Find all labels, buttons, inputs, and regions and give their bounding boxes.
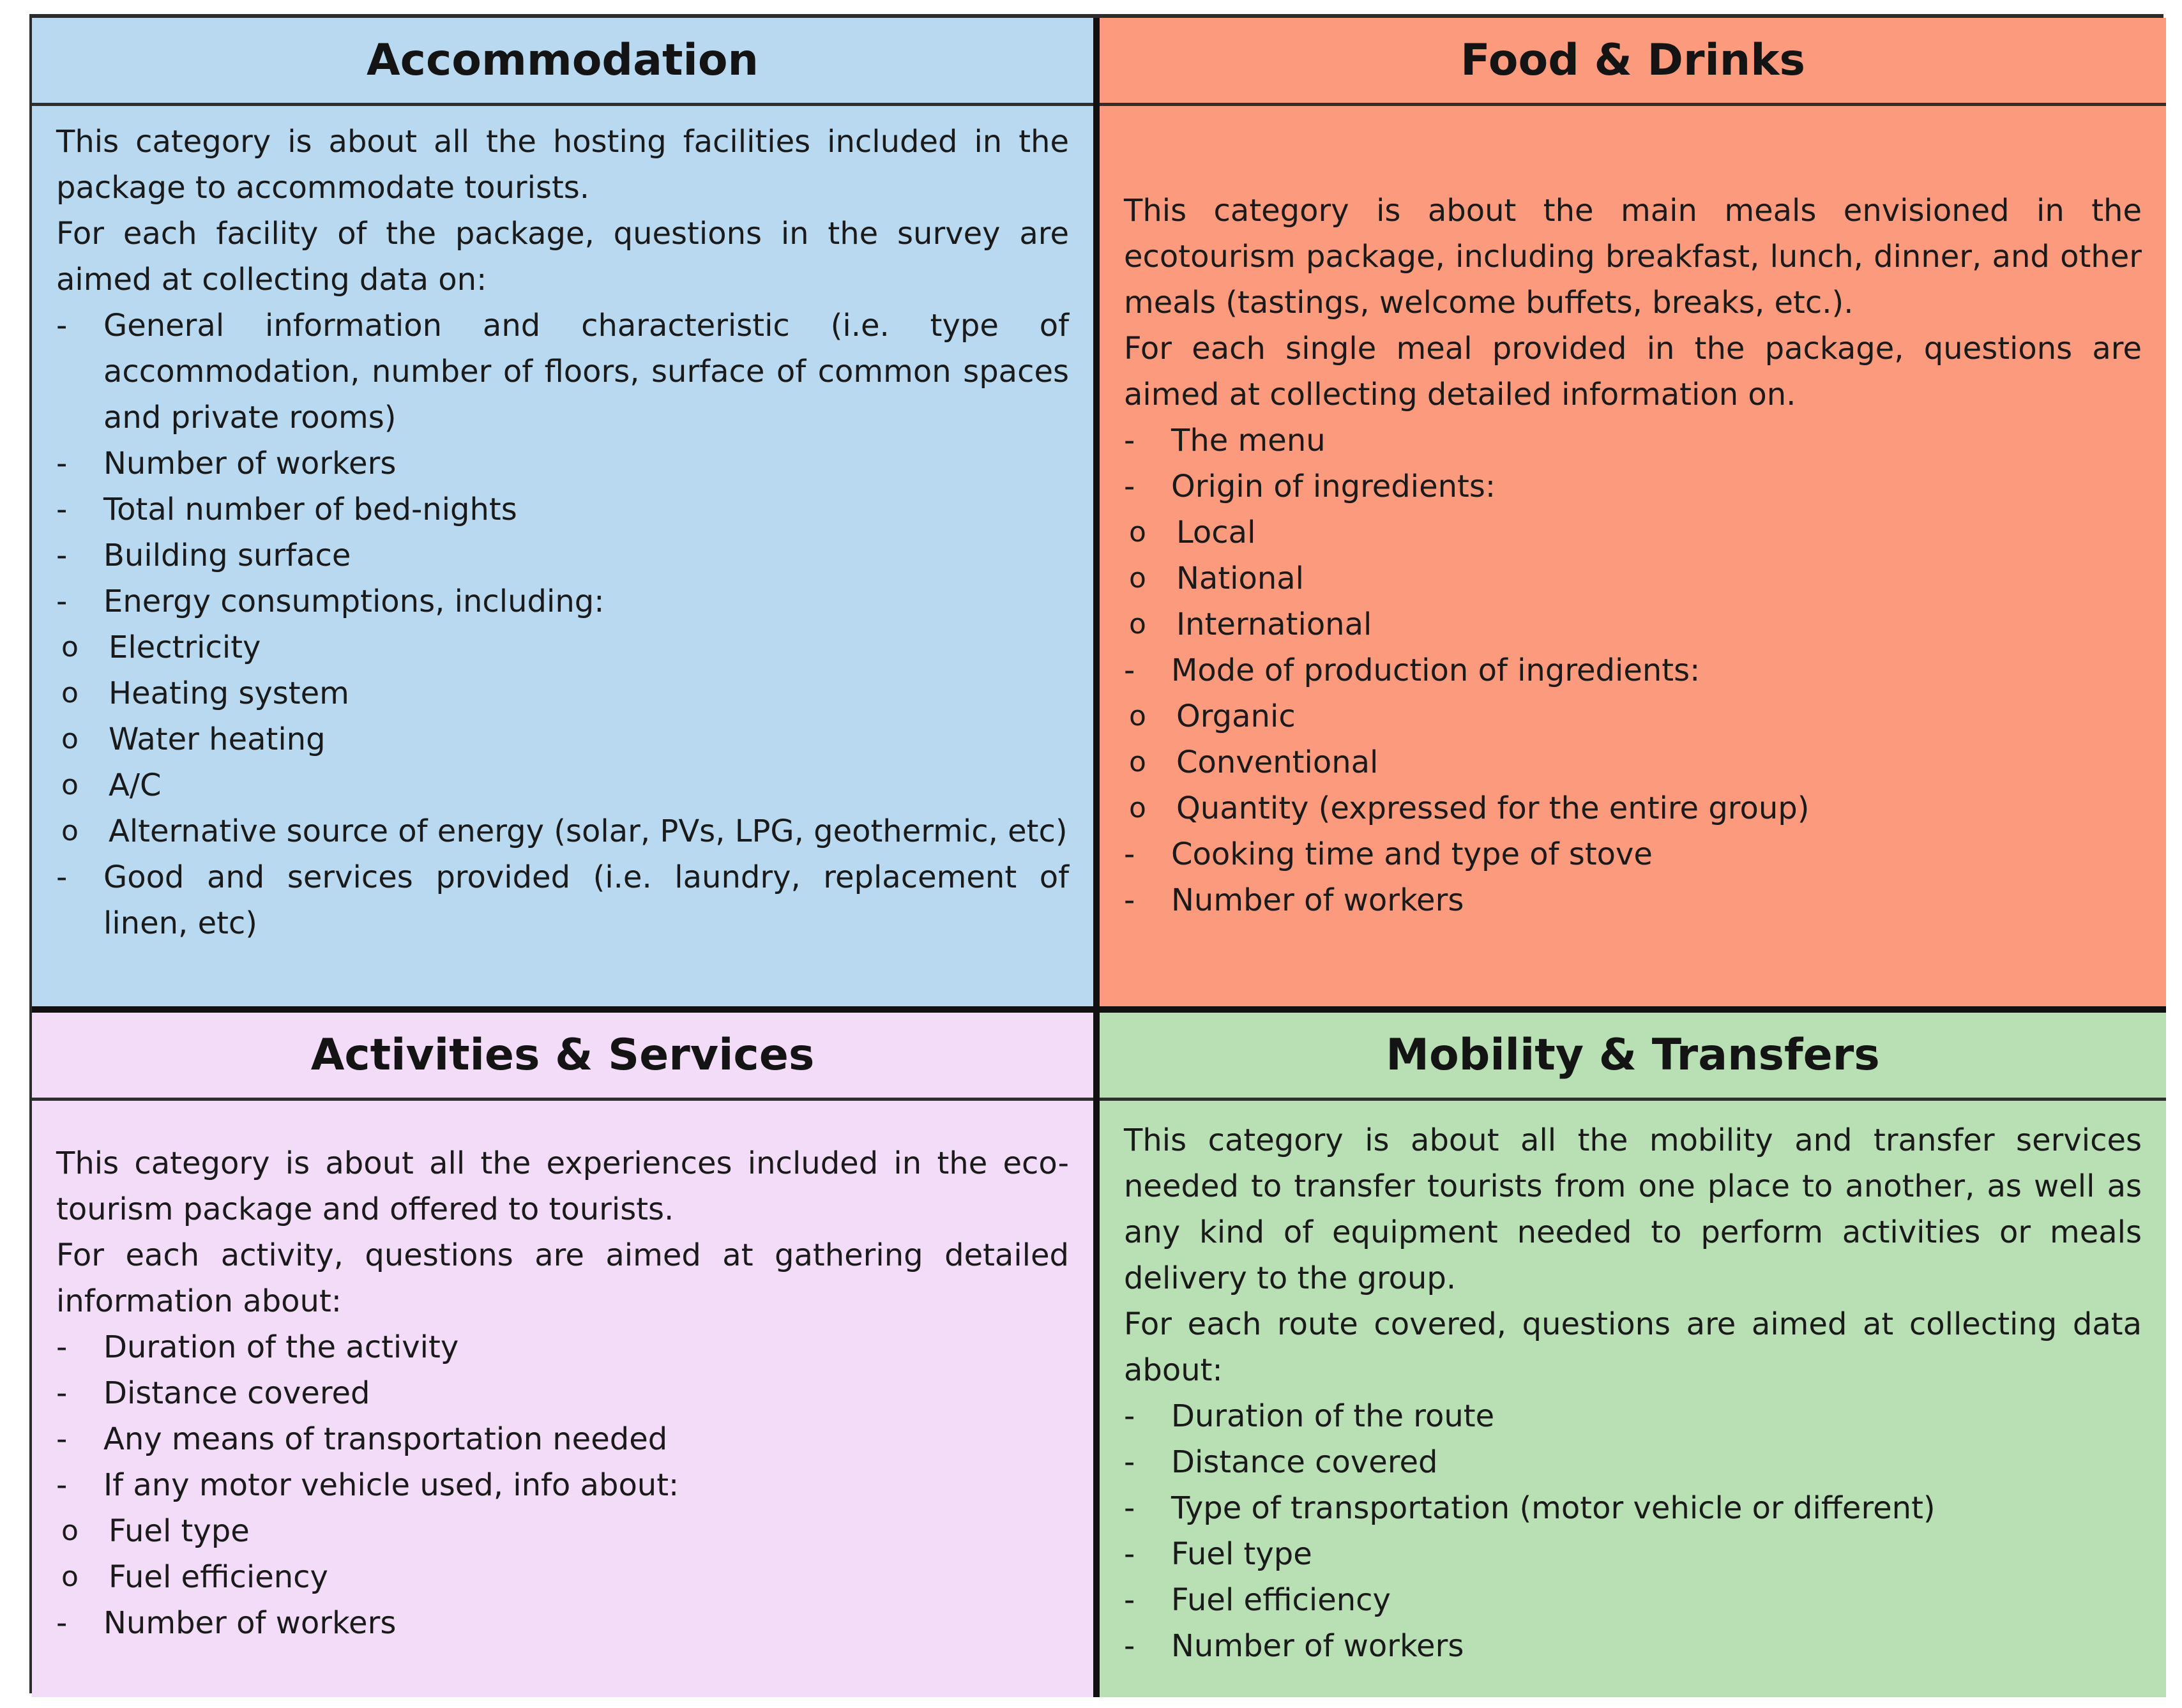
accommodation-body [32,106,1093,1006]
mobility-body [1100,1101,2166,1697]
list-item: - Duration of the route [1124,1398,1495,1434]
list-item: - Number of workers [56,1605,397,1641]
list-item: - The menu [1124,423,1326,458]
mode-sublist [1124,693,2142,831]
list-item: - Origin of ingredients: o Local o National o International [1124,464,2142,647]
food-title: Food & Drinks [1100,18,2166,106]
list-item: - Fuel efficiency [1124,1582,1391,1618]
mobility-lead: For each route covered, questions are aimed at collecting data about: [1124,1306,2142,1388]
list-item: - General information and characteristic (i.e. type of accommodation, number of floors, surface of common spaces and private rooms) [56,308,1069,435]
list-item: - Building surface [56,538,351,573]
list-item: - Number of workers [56,446,397,481]
accommodation-lead: For each facility of the package, questions in the survey are aimed at collecting data on: [56,216,1069,298]
list-item: - Number of workers [1124,1628,1464,1664]
activities-title: Activities & Services [32,1013,1093,1101]
activities-body [32,1101,1093,1697]
list-item: - Cooking time and type of stove [1124,836,1653,872]
sublist-item: o Fuel efficiency [61,1559,328,1595]
list-item: - Distance covered [56,1375,370,1411]
list-item: - Mode of production of ingredients: o Organic o Conventional o Quantity (expressed for the entire group) [1124,647,2142,831]
sublist-item: o National [1129,561,1305,596]
sublist-item: o Fuel type [61,1513,250,1549]
sublist-item: o Local [1129,515,1256,550]
vehicle-sublist [56,1508,1069,1600]
sublist-item: o Organic [1129,699,1296,734]
list-item: - Number of workers [1124,882,1464,918]
activities-intro: This category is about all the experiences included in the eco-tourism package and offered to tourists. [56,1145,1069,1227]
category-table [29,14,2163,1693]
sublist-item: o Heating system [61,676,349,711]
sublist-item: o Conventional [1129,744,1379,780]
list-item: - Type of transportation (motor vehicle or different) [1124,1490,1936,1526]
food-lead: For each single meal provided in the package, questions are aimed at collecting detailed information on. [1124,331,2142,412]
food-panel [1100,18,2166,1013]
accommodation-panel [32,18,1100,1013]
sublist-item: o Quantity (expressed for the entire group) [1129,790,1810,826]
sublist-item: o International [1129,607,1372,642]
sublist-item: o Electricity [61,630,261,665]
list-item: - Good and services provided (i.e. laundry, replacement of linen, etc) [56,859,1069,941]
list-item: - Total number of bed-nights [56,492,517,527]
food-list [1124,418,2142,923]
mobility-list [1124,1393,2142,1669]
list-item: - Fuel type [1124,1536,1312,1572]
activities-lead: For each activity, questions are aimed at gathering detailed information about: [56,1237,1069,1319]
sublist-item: o Alternative source of energy (solar, PVs, LPG, geothermic, etc) [61,813,1068,849]
mobility-intro: This category is about all the mobility and transfer services needed to transfer tourists from one place to another, as well as any kind of equipment needed to perform activities or meals delivery to the group. [1124,1122,2142,1296]
list-item: - Duration of the activity [56,1329,459,1365]
activities-panel [32,1013,1100,1697]
food-intro: This category is about the main meals envisioned in the ecotourism package, including breakfast, lunch, dinner, and other meals (tastings, welcome buffets, breaks, etc.). [1124,193,2142,321]
accommodation-title: Accommodation [32,18,1093,106]
list-item: - If any motor vehicle used, info about: o Fuel type o Fuel efficiency [56,1462,1069,1600]
origin-sublist [1124,510,2142,647]
accommodation-list [56,303,1069,946]
mobility-panel [1100,1013,2166,1697]
list-item: - Energy consumptions, including: o Electricity o Heating system o Water heating o A/C o Alternative source of energy (solar, PVs, LPG, geothermic, etc) [56,578,1069,854]
food-body [1100,106,2166,1006]
activities-list [56,1324,1069,1646]
list-item: - Any means of transportation needed [56,1421,668,1457]
energy-sublist [56,624,1069,854]
sublist-item: o Water heating [61,722,326,757]
sublist-item: o A/C [61,767,162,803]
accommodation-intro: This category is about all the hosting facilities included in the package to accommodate tourists. [56,124,1069,206]
mobility-title: Mobility & Transfers [1100,1013,2166,1101]
list-item: - Distance covered [1124,1444,1438,1480]
